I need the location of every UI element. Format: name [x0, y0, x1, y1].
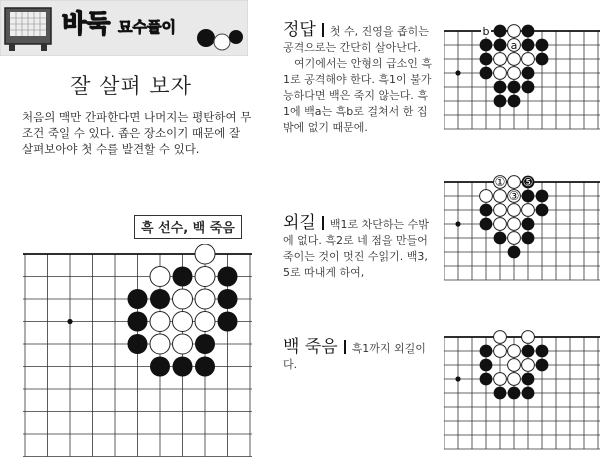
black-stone	[150, 357, 170, 377]
white-stone	[494, 53, 507, 66]
white-stone	[508, 53, 521, 66]
banner-subtitle: 묘수풀이	[118, 18, 176, 36]
black-stone	[128, 289, 148, 309]
black-stone	[494, 387, 507, 400]
black-stone	[195, 357, 215, 377]
black-stone	[480, 204, 493, 217]
black-stone	[480, 53, 493, 66]
article-title: 잘 살펴 보자	[70, 74, 192, 98]
black-stone	[494, 81, 507, 94]
star-point	[455, 376, 460, 381]
black-stone	[522, 39, 535, 52]
black-stone	[150, 289, 170, 309]
black-stone	[522, 345, 535, 358]
black-stone	[508, 81, 521, 94]
white-stone	[522, 331, 535, 344]
heading-bar	[344, 340, 346, 354]
black-stone	[128, 312, 148, 332]
black-stone	[128, 334, 148, 354]
white-stone	[494, 331, 507, 344]
black-stone	[480, 218, 493, 231]
move-label: b	[482, 25, 490, 38]
star-point	[67, 319, 72, 324]
white-stone	[522, 53, 535, 66]
black-stone	[522, 67, 535, 80]
black-stone	[480, 345, 493, 358]
white-stone	[508, 218, 521, 231]
wrong-text: 백1로 차단하는 수밖에 없다. 흑2로 네 점을 만들어 죽이는 것이 멋진 수읽기. 백3, 5로 따내게 하여,	[283, 218, 429, 279]
banner-title: 바둑	[62, 9, 111, 38]
white-stone	[195, 267, 215, 287]
white-stone	[150, 334, 170, 354]
white-stone	[150, 267, 170, 287]
black-stone	[536, 39, 549, 52]
star-point	[455, 221, 460, 226]
wrong-heading: 외길	[283, 213, 316, 233]
heading-bar	[322, 216, 324, 230]
result-heading: 백 죽음	[283, 337, 338, 357]
black-stone	[195, 334, 215, 354]
black-stone	[218, 267, 238, 287]
white-stone	[150, 312, 170, 332]
white-stone	[494, 204, 507, 217]
black-stone	[522, 387, 535, 400]
white-stone	[195, 312, 215, 332]
answer-section	[283, 22, 433, 136]
result-section	[283, 339, 433, 373]
black-stone	[218, 289, 238, 309]
white-stone	[522, 204, 535, 217]
white-stone	[494, 67, 507, 80]
black-stone	[218, 312, 238, 332]
black-stone	[494, 39, 507, 52]
diagram-wrong-variation	[444, 174, 600, 284]
white-stone	[494, 190, 507, 203]
diagram-answer	[444, 20, 600, 130]
white-stone	[173, 289, 193, 309]
article-intro: 처음의 맥만 간파한다면 나머지는 평탄하여 무조건 죽일 수 있다. 좁은 장소이기 때문에 잘 살펴보아야 첫 수를 발견할 수 있다.	[22, 110, 252, 156]
black-stone	[522, 373, 535, 386]
star-point	[455, 70, 460, 75]
black-stone	[522, 190, 535, 203]
white-stone	[480, 190, 493, 203]
black-stone	[536, 359, 549, 372]
white-stone	[508, 25, 521, 38]
white-stone	[195, 289, 215, 309]
diagram-problem	[20, 244, 258, 457]
white-stone	[508, 67, 521, 80]
white-stone-icon	[214, 34, 230, 50]
white-stone	[195, 244, 215, 264]
black-stone	[480, 373, 493, 386]
black-stone	[494, 232, 507, 245]
answer-text-2: 여기에서는 안형의 급소인 흑1로 공격해야 한다. 흑1이 불가능하다면 백은 죽지 않는다. 흑1에 백a는 흑b로 걸쳐서 한 집밖에 없기 때문에.	[283, 57, 433, 134]
black-stone-icon	[229, 30, 243, 44]
move-label: ①	[494, 175, 506, 189]
diagram-result	[444, 330, 600, 457]
white-stone	[508, 204, 521, 217]
black-stone	[508, 387, 521, 400]
black-stone	[536, 53, 549, 66]
problem-label: 흑 선수, 백 죽음	[134, 215, 242, 239]
black-stone	[522, 218, 535, 231]
answer-heading: 정답	[283, 20, 316, 40]
go-board-icon	[5, 8, 51, 51]
white-stone	[508, 345, 521, 358]
white-stone	[173, 334, 193, 354]
black-stone	[494, 95, 507, 108]
white-stone	[508, 359, 521, 372]
white-stone	[494, 218, 507, 231]
white-stone	[173, 312, 193, 332]
black-stone	[522, 25, 535, 38]
black-stone	[508, 95, 521, 108]
black-stone	[480, 359, 493, 372]
white-stone	[508, 232, 521, 245]
result-text: 흑1까지 외길이다.	[283, 342, 426, 371]
white-stone	[522, 359, 535, 372]
black-stone	[494, 25, 507, 38]
move-label: a	[510, 39, 518, 52]
black-stone	[173, 267, 193, 287]
move-label: ⑤	[522, 175, 534, 189]
wrong-section	[283, 215, 433, 281]
black-stone	[536, 204, 549, 217]
white-stone	[508, 373, 521, 386]
move-label: ③	[508, 189, 520, 203]
black-stone	[536, 345, 549, 358]
answer-text-1: 첫 수, 진영을 좁히는 공격으로는 간단히 살아난다.	[283, 25, 429, 54]
white-stone	[508, 176, 521, 189]
white-stone	[494, 373, 507, 386]
black-stone-icon	[197, 29, 215, 47]
black-stone	[508, 246, 521, 259]
black-stone	[173, 357, 193, 377]
black-stone	[480, 67, 493, 80]
black-stone	[522, 81, 535, 94]
black-stone	[522, 232, 535, 245]
header-banner	[0, 0, 248, 56]
black-stone	[480, 39, 493, 52]
black-stone	[536, 190, 549, 203]
heading-bar	[322, 23, 324, 37]
white-stone	[494, 345, 507, 358]
